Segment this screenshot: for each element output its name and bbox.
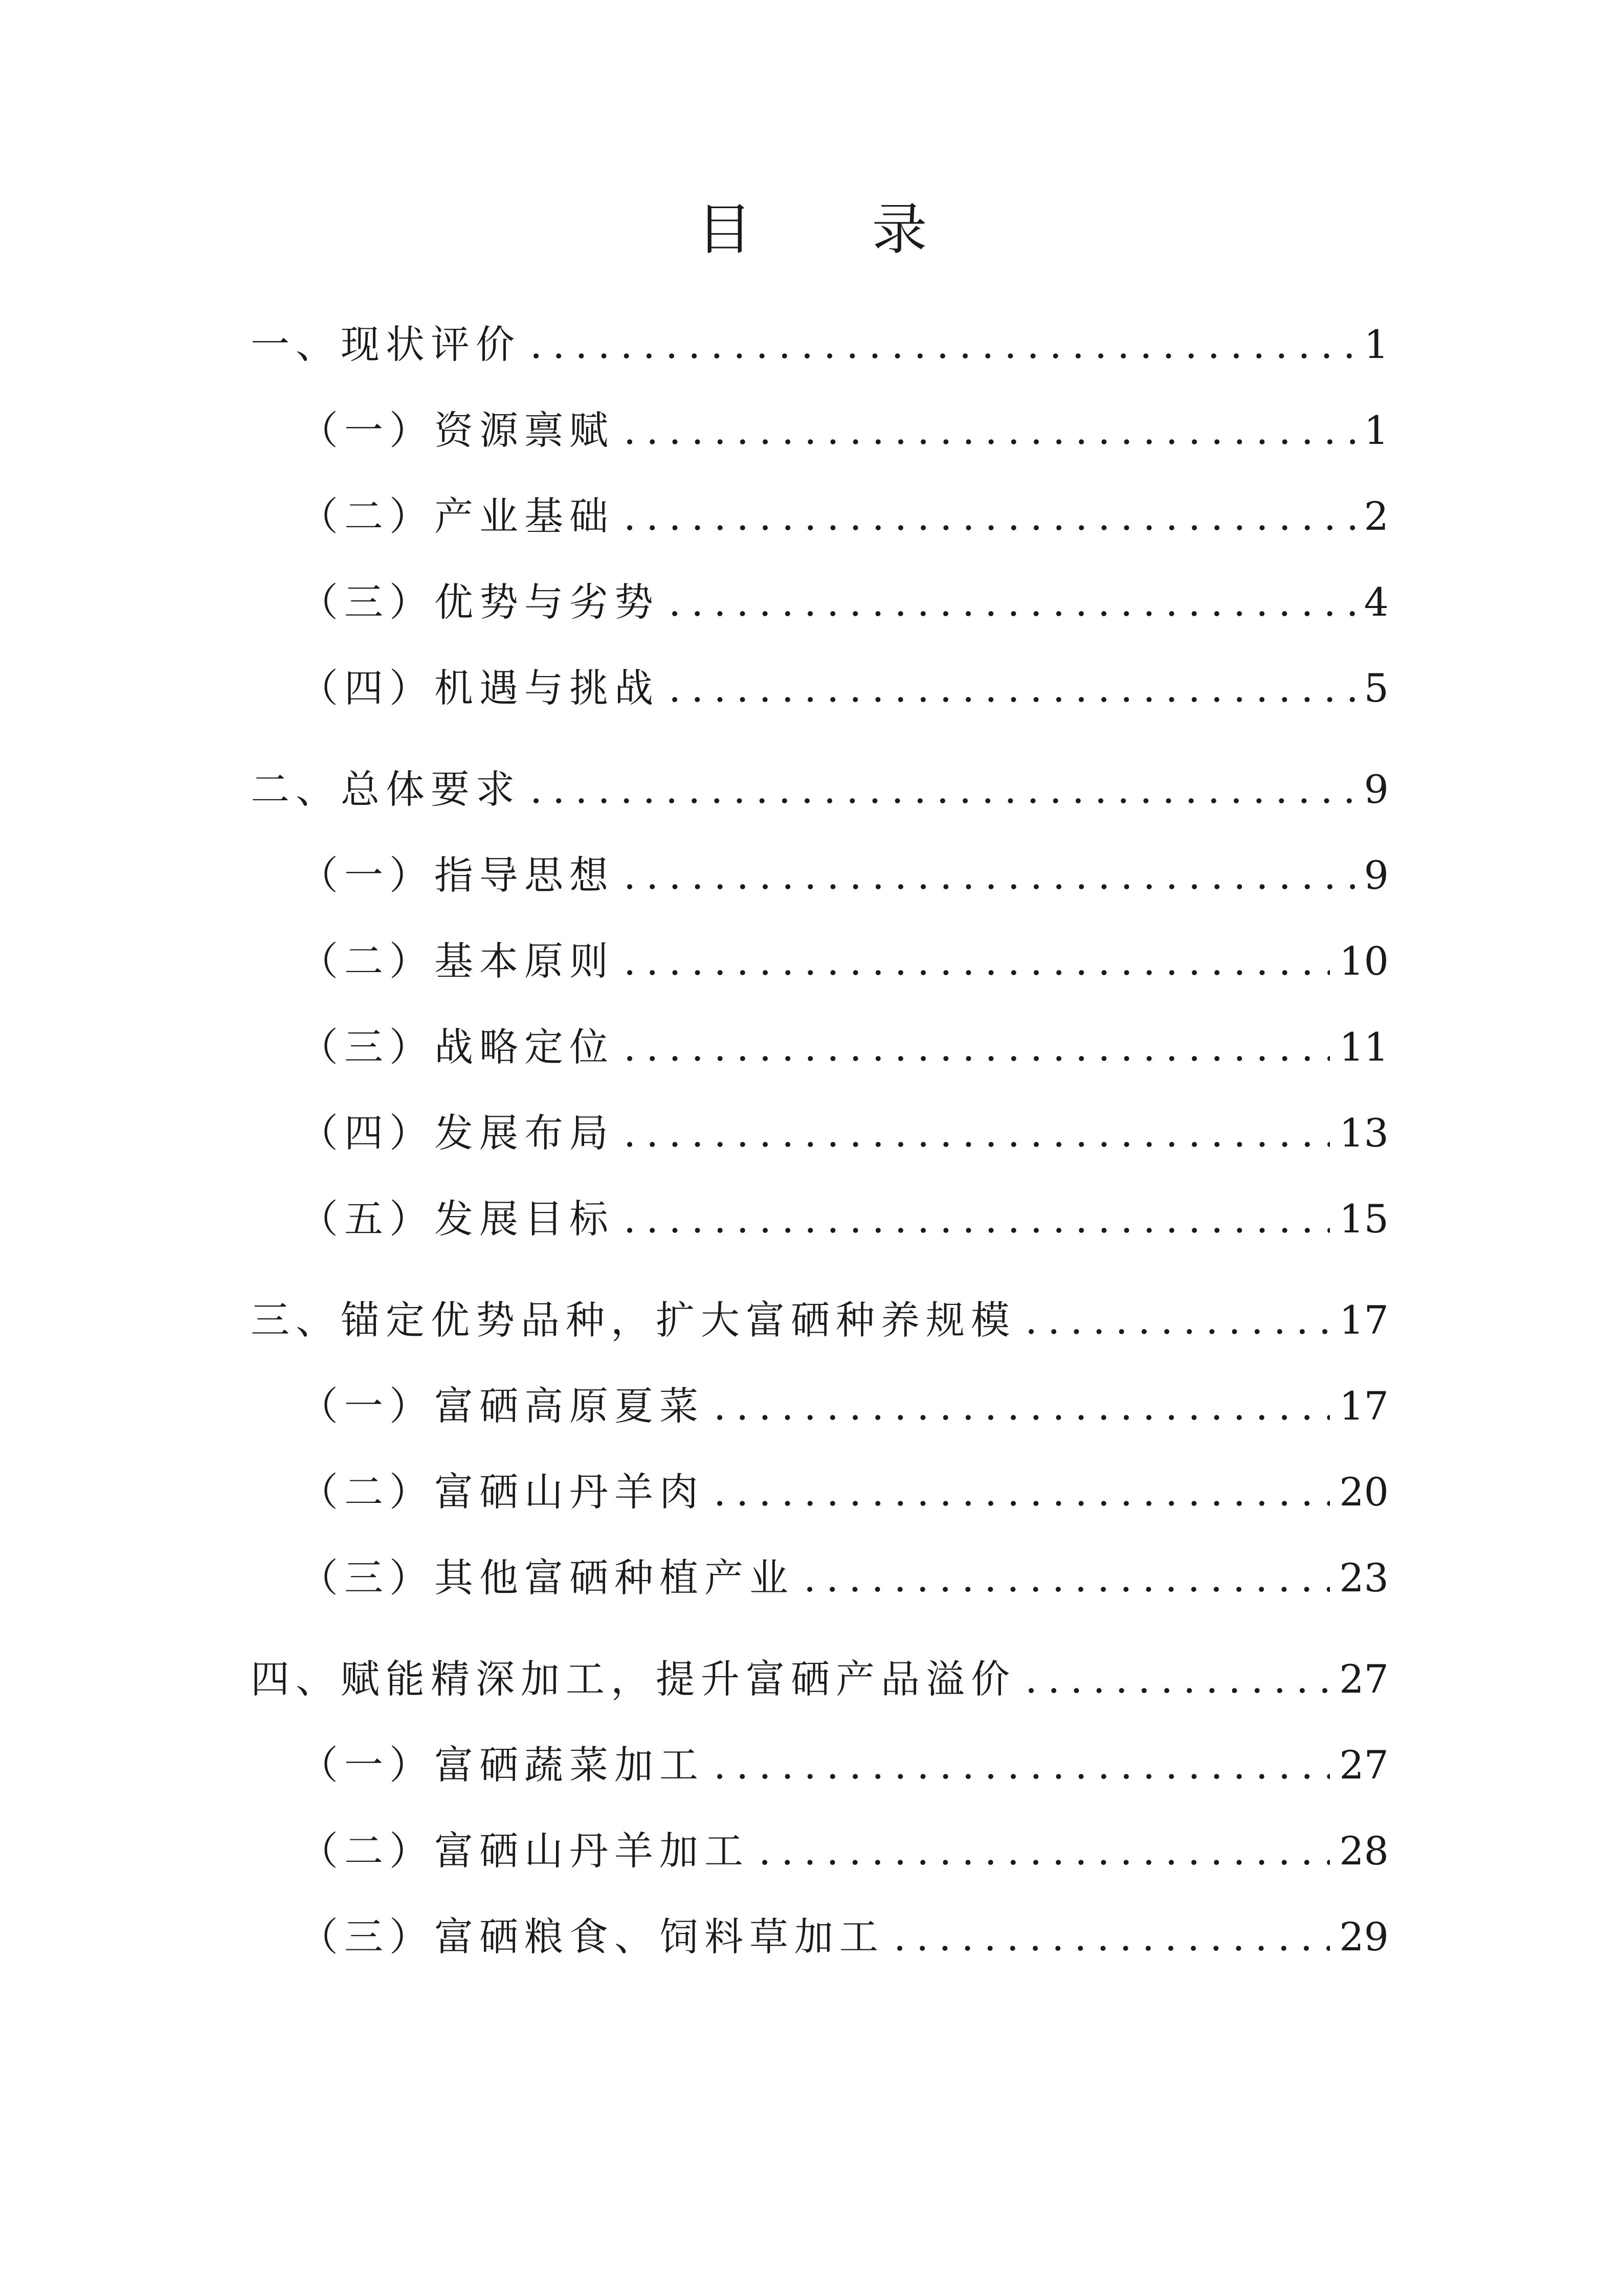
toc-dot-leader bbox=[624, 474, 1355, 559]
toc-dot-leader bbox=[624, 1176, 1330, 1262]
toc-dot-leader bbox=[714, 1363, 1330, 1449]
toc-dot-leader bbox=[894, 1894, 1330, 1980]
toc-dot-leader bbox=[530, 302, 1355, 388]
toc-section-entry[interactable] bbox=[251, 1636, 1389, 1722]
toc-subsection-entry[interactable] bbox=[251, 918, 1389, 1004]
toc-dot-leader bbox=[714, 1722, 1330, 1808]
toc-section-entry[interactable] bbox=[251, 747, 1389, 832]
toc-subsection-entry[interactable] bbox=[251, 1004, 1389, 1090]
toc-entry-label: （四）发展布局 bbox=[299, 1110, 614, 1156]
toc-dot-leader bbox=[1025, 1277, 1330, 1363]
toc-page-number: 17 bbox=[1339, 1297, 1389, 1343]
toc-page-number: 15 bbox=[1339, 1196, 1389, 1242]
toc-subsection-entry[interactable] bbox=[251, 1449, 1389, 1535]
toc-entry-label: （三）优势与劣势 bbox=[299, 579, 659, 625]
toc-entry-label: （二）产业基础 bbox=[299, 493, 614, 539]
toc-entry-label: （五）发展目标 bbox=[299, 1196, 614, 1242]
toc-subsection-entry[interactable] bbox=[251, 559, 1389, 645]
toc-page-number: 17 bbox=[1339, 1383, 1389, 1429]
toc-page-number: 10 bbox=[1339, 938, 1389, 984]
toc-page-number: 28 bbox=[1339, 1828, 1389, 1874]
toc-subsection-entry[interactable] bbox=[251, 645, 1389, 731]
toc-subsection-entry[interactable] bbox=[251, 1808, 1389, 1894]
toc-entry-label: （四）机遇与挑战 bbox=[299, 665, 659, 711]
toc-page-number: 27 bbox=[1339, 1656, 1389, 1702]
toc-entry-label: 三、锚定优势品种，扩大富硒种养规模 bbox=[251, 1297, 1016, 1343]
toc-section-entry[interactable] bbox=[251, 1277, 1389, 1363]
toc-page-number: 4 bbox=[1364, 579, 1389, 625]
toc-page-number: 9 bbox=[1364, 852, 1389, 898]
toc-entry-label: （二）基本原则 bbox=[299, 938, 614, 984]
toc-page-number: 2 bbox=[1364, 493, 1389, 539]
toc-subsection-entry[interactable] bbox=[251, 1176, 1389, 1262]
toc-subsection-entry[interactable] bbox=[251, 1722, 1389, 1808]
toc-dot-leader bbox=[624, 388, 1355, 474]
toc-dot-leader bbox=[759, 1808, 1330, 1894]
toc-dot-leader bbox=[624, 1090, 1330, 1176]
toc-dot-leader bbox=[624, 832, 1355, 918]
toc-entry-label: （一）资源禀赋 bbox=[299, 408, 614, 453]
toc-entry-label: （二）富硒山丹羊肉 bbox=[299, 1469, 704, 1515]
toc-dot-leader bbox=[669, 645, 1355, 731]
toc-subsection-entry[interactable] bbox=[251, 1535, 1389, 1621]
toc-page-number: 5 bbox=[1364, 665, 1389, 711]
toc-dot-leader bbox=[804, 1535, 1330, 1621]
toc-entry-label: （三）其他富硒种植产业 bbox=[299, 1555, 794, 1601]
toc-page-number: 27 bbox=[1339, 1742, 1389, 1788]
toc-page-number: 23 bbox=[1339, 1555, 1389, 1601]
toc-entry-label: （一）富硒高原夏菜 bbox=[299, 1383, 704, 1429]
toc-page-number: 1 bbox=[1364, 408, 1389, 453]
toc-section-entry[interactable] bbox=[251, 302, 1389, 388]
toc-dot-leader bbox=[624, 918, 1330, 1004]
table-of-contents bbox=[251, 302, 1389, 1980]
toc-page-number: 20 bbox=[1339, 1469, 1389, 1515]
toc-entry-label: 一、现状评价 bbox=[251, 322, 521, 367]
toc-page-number: 11 bbox=[1339, 1024, 1389, 1070]
toc-subsection-entry[interactable] bbox=[251, 474, 1389, 559]
toc-entry-label: 四、赋能精深加工，提升富硒产品溢价 bbox=[251, 1656, 1016, 1702]
toc-subsection-entry[interactable] bbox=[251, 1894, 1389, 1980]
toc-subsection-entry[interactable] bbox=[251, 1363, 1389, 1449]
toc-page-number: 9 bbox=[1364, 767, 1389, 812]
toc-page-number: 1 bbox=[1364, 322, 1389, 367]
toc-dot-leader bbox=[669, 559, 1355, 645]
toc-entry-label: （三）战略定位 bbox=[299, 1024, 614, 1070]
toc-subsection-entry[interactable] bbox=[251, 388, 1389, 474]
toc-page-number: 13 bbox=[1339, 1110, 1389, 1156]
toc-page-number: 29 bbox=[1339, 1914, 1389, 1960]
toc-subsection-entry[interactable] bbox=[251, 832, 1389, 918]
toc-entry-label: （一）指导思想 bbox=[299, 852, 614, 898]
toc-entry-label: （一）富硒蔬菜加工 bbox=[299, 1742, 704, 1788]
toc-dot-leader bbox=[1025, 1636, 1330, 1722]
toc-subsection-entry[interactable] bbox=[251, 1090, 1389, 1176]
toc-entry-label: （三）富硒粮食、饲料草加工 bbox=[299, 1914, 884, 1960]
toc-dot-leader bbox=[714, 1449, 1330, 1535]
toc-dot-leader bbox=[530, 747, 1355, 832]
page-title: 目 录 bbox=[697, 198, 978, 262]
toc-dot-leader bbox=[624, 1004, 1330, 1090]
toc-entry-label: 二、总体要求 bbox=[251, 767, 521, 812]
toc-entry-label: （二）富硒山丹羊加工 bbox=[299, 1828, 749, 1874]
